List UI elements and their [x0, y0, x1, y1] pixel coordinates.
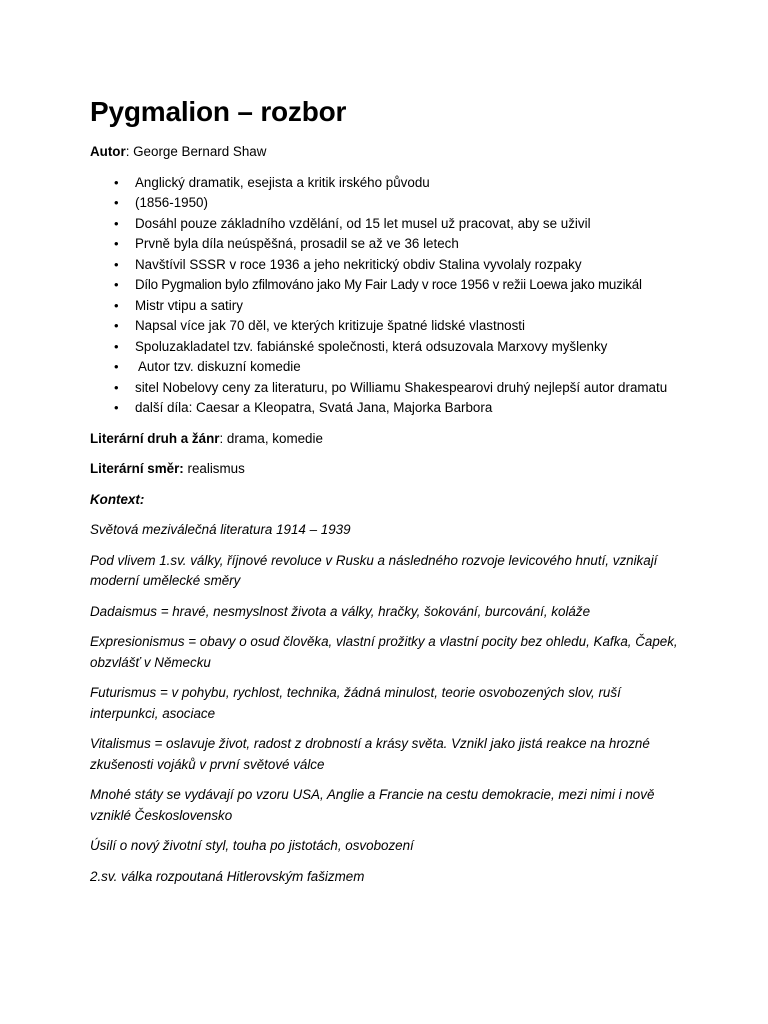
genre-line: [90, 429, 690, 450]
context-paragraph: Dadaismus = hravé, nesmyslnost života a války, hračky, šokování, burcování, koláže: [90, 603, 591, 619]
list-item: [90, 255, 690, 276]
genre-value: : drama, komedie: [219, 430, 323, 446]
list-item: [90, 357, 690, 378]
list-item-text: sitel Nobelovy ceny za literaturu, po Williamu Shakespearovi druhý nejlepší autor dramatu: [135, 379, 668, 395]
context-paragraph: 2.sv. válka rozpoutaná Hitlerovským fašizmem: [90, 868, 365, 884]
list-item: [90, 193, 690, 214]
list-item: [90, 214, 690, 235]
list-item-text: Mistr vtipu a satiry: [135, 297, 243, 313]
list-item-text: Dosáhl pouze základního vzdělání, od 15 let musel už pracovat, aby se uživil: [135, 215, 591, 231]
list-item: [90, 398, 690, 419]
context-paragraph: Světová meziválečná literatura 1914 – 1939: [90, 522, 351, 537]
context-paragraph: Mnohé státy se vydávají po vzoru USA, Anglie a Francie na cestu demokracie, mezi nimi i nově vzniklé Československo: [90, 787, 655, 823]
list-item-text: Anglický dramatik, esejista a kritik irského původu: [135, 174, 430, 190]
bullet-icon: •: [114, 277, 119, 292]
author-label: Autor: [90, 144, 126, 159]
bullet-icon: •: [114, 359, 119, 374]
bullet-icon: •: [114, 400, 119, 415]
context-paragraph: Vitalismus = oslavuje život, radost z drobností a krásy světa. Vznikl jako jistá reakce na hrozné zkušenosti vojáků v první světové válce: [90, 736, 650, 772]
list-item-text: Spoluzakladatel tzv. fabiánské společnosti, která odsuzovala Marxovy myšlenky: [135, 338, 608, 354]
bullet-icon: •: [114, 318, 119, 333]
author-value: : George Bernard Shaw: [125, 144, 267, 159]
movement-label: Literární směr:: [90, 461, 184, 476]
list-item: [90, 378, 690, 399]
movement-value: realismus: [183, 461, 245, 476]
bullet-icon: •: [114, 297, 119, 313]
bullet-icon: •: [114, 236, 119, 251]
context-heading: Kontext:: [90, 491, 145, 507]
list-item: [90, 316, 690, 337]
list-item-text: Prvně byla díla neúspěšná, prosadil se až ve 36 letech: [135, 236, 459, 251]
author-line: [90, 142, 690, 163]
list-item: [90, 275, 690, 296]
list-item: [90, 296, 690, 317]
context-paragraph: Futurismus = v pohybu, rychlost, technika, žádná minulost, teorie osvobozených slov, ruší interpunkci, asociace: [90, 685, 621, 721]
bullet-icon: •: [114, 338, 119, 354]
movement-line: [90, 459, 690, 480]
bullet-icon: •: [114, 195, 119, 210]
bullet-icon: •: [114, 174, 119, 190]
context-paragraph: Expresionismus = obavy o osud člověka, vlastní prožitky a vlastní pocity bez ohledu, Kafka, Čapek, obzvlášť v Německu: [90, 634, 678, 670]
list-item-text: Napsal více jak 70 děl, ve kterých kritizuje špatné lidské vlastnosti: [135, 318, 525, 333]
bullet-icon: •: [114, 379, 119, 395]
list-item-text: Dílo Pygmalion bylo zfilmováno jako My Fair Lady v roce 1956 v režii Loewa jako muzikál: [135, 277, 642, 292]
document-title: Pygmalion – rozbor: [90, 96, 347, 127]
list-item-text: (1856-1950): [135, 195, 208, 210]
list-item-text: další díla: Caesar a Kleopatra, Svatá Jana, Majorka Barbora: [135, 400, 493, 415]
author-facts-list: [90, 173, 690, 419]
list-item-text: Navštívil SSSR v roce 1936 a jeho nekritický obdiv Stalina vyvolaly rozpaky: [135, 256, 582, 272]
bullet-icon: •: [114, 256, 119, 272]
context-paragraph: Pod vlivem 1.sv. války, říjnové revoluce v Rusku a následného rozvoje levicového hnutí, vznikají moderní umělecké směry: [90, 552, 658, 588]
list-item-text: Autor tzv. diskuzní komedie: [135, 359, 301, 374]
list-item: [90, 337, 690, 358]
bullet-icon: •: [114, 215, 119, 231]
genre-label: Literární druh a žánr: [90, 430, 220, 446]
list-item: [90, 173, 690, 194]
context-paragraph: Úsilí o nový životní styl, touha po jistotách, osvobození: [90, 838, 414, 853]
document-content: [90, 92, 690, 887]
list-item: [90, 234, 690, 255]
